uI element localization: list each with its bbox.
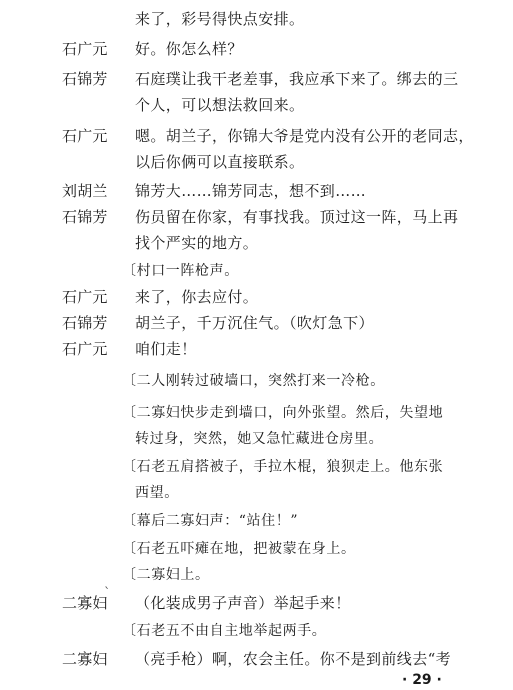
dialogue-line: 石庭璞让我干老差事，我应承下来了。绑去的三 <box>135 70 459 88</box>
dialogue-line: 来了，彩号得快点安排。 <box>135 10 305 28</box>
print-speck: ` <box>104 586 111 601</box>
speaker-name: 石广元 <box>62 40 108 58</box>
stage-direction: 〔二寡妇快步走到墙口，向外张望。然后，失望地 <box>122 405 444 421</box>
stage-direction: 〔石老五吓瘫在地，把被蒙在身上。 <box>122 541 356 557</box>
dialogue-line: 找个严实的地方。 <box>135 234 259 252</box>
speaker-name: 石锦芳 <box>62 314 108 332</box>
speaker-name: 石广元 <box>62 127 108 145</box>
dialogue-line: 嗯。胡兰子，你锦大爷是党内没有公开的老同志， <box>135 127 474 145</box>
stage-direction: 〔村口一阵枪声。 <box>122 263 239 279</box>
page-number: · 29 · <box>402 672 442 688</box>
dialogue-line: （化装成男子声音）举起手来！ <box>135 594 351 612</box>
stage-direction: 〔石老五肩搭被子，手拉木棍，狼狈走上。他东张 <box>122 459 444 475</box>
speaker-name: 石锦芳 <box>62 208 108 226</box>
dialogue-line: 伤员留在你家，有事找我。顶过这一阵，马上再 <box>135 208 459 226</box>
speaker-name: 石广元 <box>62 340 108 358</box>
stage-direction: 〔二寡妇上。 <box>122 567 210 583</box>
stage-direction: 转过身，突然，她又急忙藏进仓房里。 <box>135 431 384 447</box>
dialogue-line: 个人，可以想法救回来。 <box>135 96 305 114</box>
dialogue-line: （亮手枪）啊，农会主任。你不是到前线去“考 <box>135 650 452 668</box>
dialogue-line: 好。你怎么样？ <box>135 40 243 58</box>
dialogue-line: 来了，你去应付。 <box>135 288 259 306</box>
stage-direction: 〔石老五不由自主地举起两手。 <box>122 623 327 639</box>
speaker-name: 刘胡兰 <box>62 182 108 200</box>
speaker-name: 石广元 <box>62 288 108 306</box>
dialogue-line: 咱们走！ <box>135 340 197 358</box>
speaker-name: 二寡妇 <box>62 594 108 612</box>
speaker-name: 石锦芳 <box>62 70 108 88</box>
stage-direction: 〔二人刚转过破墙口，突然打来一冷枪。 <box>122 373 385 389</box>
speaker-name: 二寡妇 <box>62 650 108 668</box>
stage-direction: 西望。 <box>135 485 179 501</box>
stage-direction: 〔幕后二寡妇声：“站住！” <box>122 513 299 529</box>
dialogue-line: 胡兰子，千万沉住气。（吹灯急下） <box>135 314 374 332</box>
dialogue-line: 锦芳大……锦芳同志，想不到…… <box>135 182 367 200</box>
dialogue-line: 以后你俩可以直接联系。 <box>135 153 305 171</box>
